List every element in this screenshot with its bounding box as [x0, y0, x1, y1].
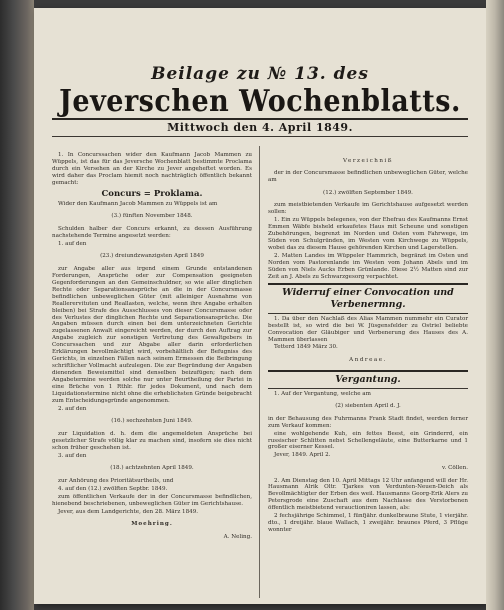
right-column — [268, 152, 468, 535]
widerruf-signature: Andreae. — [349, 357, 387, 364]
verzeichnis-title: Verzeichniß — [343, 157, 393, 164]
vergantung-1-signature: v. Cöllen. — [442, 464, 468, 471]
widerruf-title-1: Widerruf einer Convocation und — [282, 286, 454, 298]
signature-place: Jever, aus dem Landgerichte, den 28. März 1849. — [58, 508, 199, 515]
verzeichnis-item-2: 2. Matten Landes im Wüppeler Hammrich, begränzt im Osten und Norden vom Pastorenlande im Westen vom Johann Abels und im Süden von Niels Aucks Erben Grünlande. Diese 2½ Matten sind zur Zeit an J. Abels zu Schwarzgesorg verpachtet. — [268, 252, 468, 280]
signature-clerk: A. Neling. — [223, 533, 252, 540]
vergantung-2-items: 2 fechsjährige Schimmel, 1 fünfjähr. dunkelbraune Stute, 1 vierjähr. dto., 1 dreijähr. blaue Wallach, 1 zweijähr. braunes Pferd, 3 Pflüge wonnter — [268, 513, 468, 534]
masthead — [34, 8, 486, 134]
term-3-date: (18.) achtzehnten April 1849. — [110, 465, 194, 472]
section-rule — [268, 388, 468, 389]
vergantung-1: 1. Auf der Vergantung, welche am — [274, 390, 371, 397]
masthead-rule-bottom — [52, 136, 468, 137]
issue-date: Mittwoch den 4. April 1849. — [167, 121, 353, 134]
term-2-date: (16.) sechzehnten Juni 1849. — [111, 418, 193, 425]
section-rule — [268, 370, 468, 372]
page-edge — [486, 0, 504, 610]
term-1-body: zur Angabe aller aus irgend einem Grunde entstandenen Forderungen, Ansprüche oder zur Compensation geeigneten Gegenforderungen an den Gemeinschuldner, so wie aller dinglichen Rechte oder Separationsansprüche an die in der Concursmasse befindlichen unbeweglichen Güter (mit alleiniger Ausnahme von Reallerervituten und Reallasten, welche, wenn ihre Angabe erhalten bleiben) bei Strafe des Ausschlusses von dieser Concursmasse oder des Verlustes der dinglichen Rechte und Separationsansprüche. Die Angaben müssen durch einen bei dem unterzeichneten Gerichte zugelassenen Anwalt eingereicht werden, der durch den Auftrag zur Angabe zugleich zur sonstigen Vertretung des Gewaltgebers in Concurssachen und zur Abgabe aller darin erforderlichen Erklärungen bevollmächtigt wird, vorbehältlich der Befugniss des Gerichts, in einzelnen Fällen nach seinem Ermessen die Beibringung schriftlicher Vollmacht aufzulegen. Die zur Begründung der Angaben dienenden Beweismittel sind denselben beizufügen; nach dem Angabetermine werden solche nur unter Beurtheilung der Partei in eine Brüche von 1 Rthlr. für jedes Dokument, und nach dem Liquidationstermine nicht ohne die erheblichsten Gründe beigebracht zum Entscheidungsgründe angenommen. — [52, 265, 252, 404]
intro-notice: 1. In Concurssachen wider den Kaufmann Jacob Mammen zu Wüppels, ist das für das Jeversche Wochenblatt bestimmte Proclama durch ein Versehen an der Kirche zu Jever angeheftet worden. Es wird daher das Proclam hiemit noch nachträglich öffentlich bekannt gemacht: — [52, 152, 252, 186]
widerruf-date: Tetterd 1849 März 30. — [274, 344, 338, 351]
verzeichnis-sub: der in der Concursmasse befindlichen unbeweglichen Güter, welche am — [268, 170, 468, 184]
term-1-label: 1. auf den — [58, 240, 87, 247]
vergantung-1-items: eine wohlgehende Kuh, ein fettes Beest, ein Grinderrd, ein russischer Schlitten nebst Schellengeläute, eine Butterkarne und 1 großer eiserner Kessel. — [268, 430, 468, 451]
vergantung-1-place: Jever, 1849. April 2. — [274, 452, 331, 459]
section-rule — [268, 283, 468, 285]
vergantung-2: 2. Am Dienstag den 10. April Mittags 12 Uhr anfangend will der Hr. Hausmann Alrik Oltr. Tjarkes von Verdunten-Neuen-Deich als Bevollmächtigter der Erben des weil. Hausmanns Georg-Erik Alers zu Petersgrode eine Zuschaft aus dem Nachlasse des Verstorbenen öffentlich meistbietend verauctioniren lassen, als: — [268, 477, 468, 512]
supplement-line: Beilage zu № 13. des — [151, 64, 369, 84]
column-divider — [259, 146, 260, 598]
vergantung-1-body: in der Behausung des Fuhrmanns Frank Stadt findet, werden ferner zum Verkauf kommen: — [268, 415, 468, 429]
newspaper-title: Jeverschen Wochenblatts. — [59, 84, 461, 119]
proclama-wider: Wider den Kaufmann Jacob Mammen zu Wüppels ist am — [58, 200, 218, 207]
term-4-body: zum öffentlichen Verkaufe der in der Concursmasse befindlichen, hienebend beschriebenen, unbeweglichen Güter im Gerichtshause. — [52, 493, 252, 507]
term-3-body: zur Anhörung des Prioritätsurtheils, und — [58, 477, 174, 484]
widerruf-body: 1. Da über den Nachlaß des Alias Mammen nummehr ein Curator bestellt ist, so wird die bei W. Jüsgensfelder zu Ostriel beliebte Convocation der Gläubiger und Verbenerung des Hauses des A. Mammen überlassen — [268, 315, 468, 343]
vergantung-title: Vergantung. — [335, 373, 401, 385]
newspaper-page — [34, 8, 486, 604]
signature-name: Moehring. — [131, 521, 173, 528]
section-rule — [268, 313, 468, 314]
masthead-rule-top — [52, 118, 468, 120]
term-2-body: zur Liquidation d. h. dem die angemeldeten Ansprüche bei gesetzlicher Strafe völlig klar zu machen sind, insofern sie dies nicht schon früher geschehen ist. — [52, 431, 252, 451]
widerruf-title-2: Verbenermng. — [330, 298, 406, 310]
term-3-label: 3. auf den — [58, 452, 87, 459]
left-column — [52, 152, 252, 546]
term-2-label: 2. auf den — [58, 405, 87, 412]
proclama-date-1: (3.) fünften November 1848. — [111, 213, 193, 220]
verzeichnis-date: (12.) zwölften September 1849. — [323, 189, 413, 196]
verzeichnis-item-1: 1. Ein zu Wüppels belegenes, von der Ehefrau des Kaufmanns Ernst Emmen Wäbfe bisheld erkaufetes Haus mit Scheune und sonstigen Zubehörungen, begrenzt im Norden und Osten vom Fahrwege, im Süden von Schulgründen, im Westen vom Kirchwege zu Wüppels, wobei das zu diesem Hause gehörenden Kirchen und Lagerstellen. — [268, 217, 468, 251]
book-spine — [0, 0, 34, 610]
proclama-heading: Concurs = Proklama. — [101, 188, 203, 199]
term-4-line: 4. auf den (12.) zwölften Septbr. 1849. — [58, 485, 168, 492]
verzeichnis-para: zum meistbietenden Verkaufe im Gerichtshause aufgesetzt werden sollen: — [268, 202, 468, 216]
term-1-date: (23.) dreiundzwanzigsten April 1849 — [100, 253, 204, 260]
proclama-para-1: Schulden halber der Concurs erkannt, zu dessen Ausführung nachstehende Termine angesetzt werden: — [52, 225, 252, 239]
vergantung-1-date: (2) siebenten April d. J. — [335, 403, 401, 410]
